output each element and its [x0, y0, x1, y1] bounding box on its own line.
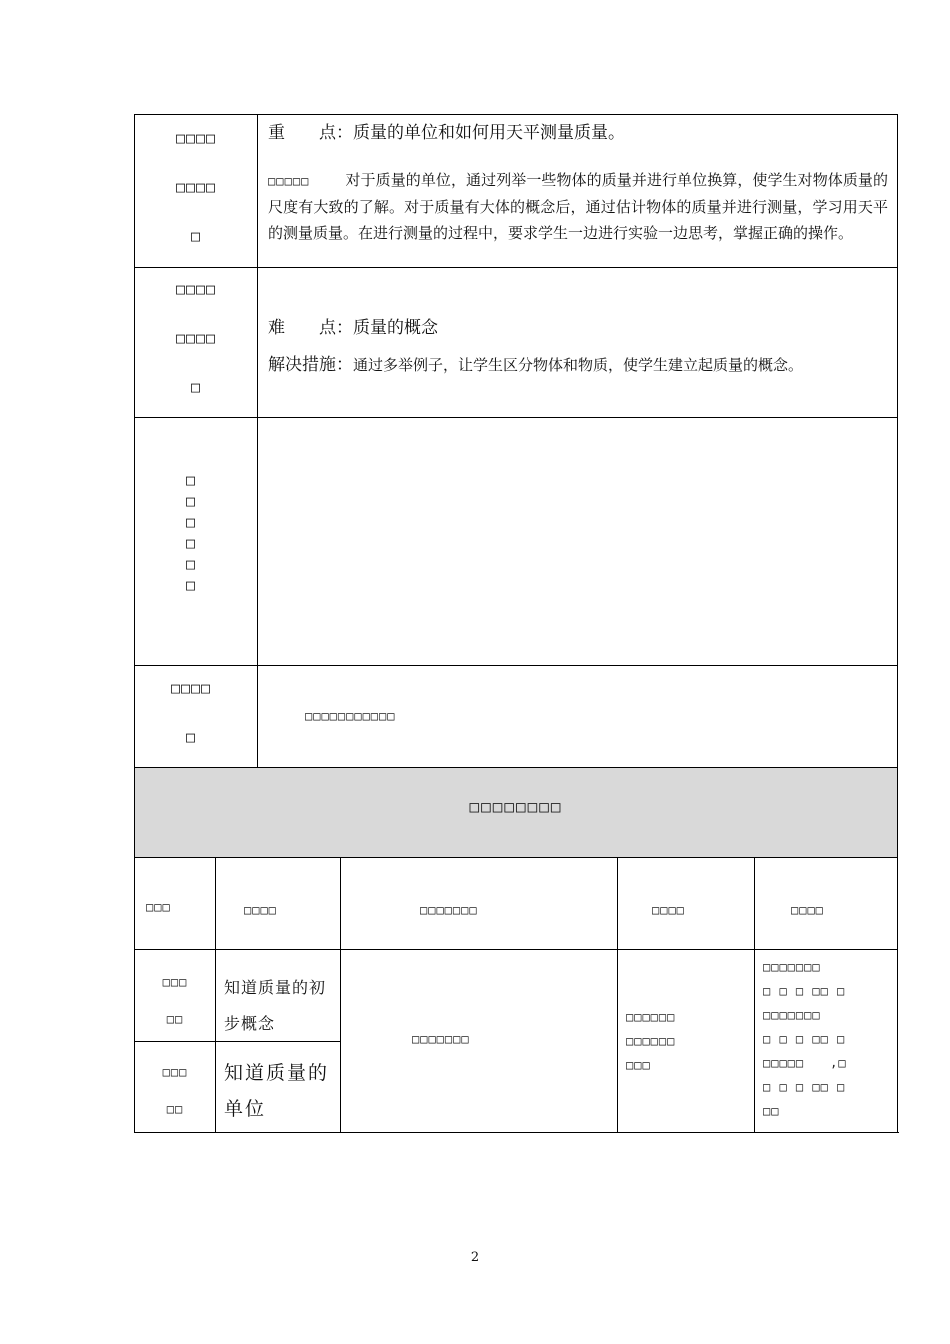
- bottom-table-border-bottom: [134, 1132, 899, 1133]
- row1-label-line: □□□□: [175, 129, 217, 147]
- solution-text: 对于质量的单位，通过列举一些物体的质量并进行单位换算，使学生对物体质量的尺度有大致的了解。对于质量有大体的概念后，通过估计物体的质量并进行测量，学习用天平的测量质量。在进行测量的过程中，要求学生一边进行实验一边思考，掌握正确的操作。: [268, 171, 888, 242]
- merged-col3: □□□□□□□: [412, 1032, 470, 1046]
- merged-col5-line: □□: [763, 1104, 780, 1118]
- top-table-row-divider-1: [134, 267, 898, 268]
- row2-label-line: □□□□: [175, 280, 217, 298]
- measure-line: [268, 350, 893, 375]
- row3-label: [135, 470, 247, 596]
- difficulty-text: 质量的概念: [353, 318, 438, 338]
- row1-label-line: □: [190, 227, 202, 245]
- row3-label-char: □: [185, 513, 197, 531]
- top-table-border-top: [134, 114, 898, 115]
- section-header-title: □□□□□□□□: [469, 797, 563, 816]
- difficulty-line: [268, 313, 888, 338]
- key-point-line: [268, 118, 888, 143]
- header-cell-1: □□□: [146, 900, 171, 914]
- row3-label-char: □: [185, 471, 197, 489]
- measure-text: 通过多举例子，让学生区分物体和物质，使学生建立起质量的概念。: [353, 356, 804, 374]
- bottom-table-border-right: [897, 857, 898, 1133]
- merged-col4-line: □□□: [626, 1058, 651, 1072]
- merged-col4-line: □□□□□□: [626, 1034, 676, 1048]
- solution-label: □□□□□: [268, 174, 310, 188]
- page-number: 2: [470, 1250, 480, 1265]
- row4-label-line: □□□□: [170, 679, 212, 697]
- header-cell-2: □□□□: [244, 903, 277, 917]
- bottom-table-border-top: [134, 857, 898, 858]
- row1-label: [135, 128, 257, 247]
- bottom-table-header-divider: [134, 949, 898, 950]
- merged-col5: [763, 955, 847, 1123]
- header-cell-5: □□□□: [791, 903, 824, 917]
- merged-col5-line: □ □ □ □□ □: [763, 984, 846, 998]
- key-point-label: 重 点：: [268, 123, 353, 143]
- row2-label-line: □□□□: [175, 329, 217, 347]
- merged-col4: [626, 1005, 675, 1077]
- row4-label: [135, 678, 247, 748]
- top-table-border-right: [897, 114, 898, 768]
- row3-label-char: □: [185, 534, 197, 552]
- bottom-table-col-divider-3: [617, 857, 618, 1133]
- merged-col5-line: □□□□□□□: [763, 960, 821, 974]
- row4-content: □□□□□□□□□□□: [305, 709, 396, 723]
- measure-label: 解决措施：: [268, 355, 353, 375]
- row2-col1: [135, 1062, 215, 1120]
- difficulty-label: 难 点：: [268, 318, 353, 338]
- top-table-row-divider-3: [134, 665, 898, 666]
- row1-col1: [135, 972, 215, 1030]
- solution-paragraph: [268, 167, 888, 246]
- merged-col4-line: □□□□□□: [626, 1010, 676, 1024]
- bottom-table-col-divider-4: [754, 857, 755, 1133]
- key-point-text: 质量的单位和如何用天平测量质量。: [353, 123, 625, 143]
- merged-col5-line: □ □ □ □□ □: [763, 1080, 846, 1094]
- row1-col2: 知道质量的初步概念: [224, 978, 327, 1033]
- merged-col5-line: □ □ □ □□ □: [763, 1032, 846, 1046]
- row3-label-char: □: [185, 576, 197, 594]
- merged-col5-line: □□□□□ ,□: [763, 1056, 847, 1070]
- row2-col2: 知道质量的单位: [224, 1062, 330, 1120]
- bottom-table-col-divider-2: [340, 857, 341, 1133]
- row2-label: [135, 279, 257, 398]
- row2-label-line: □: [190, 378, 202, 396]
- row2-col1-line: □□□: [162, 1065, 188, 1079]
- merged-col5-line: □□□□□□□: [763, 1008, 821, 1022]
- row2-col1-line: □□: [166, 1102, 184, 1116]
- top-table-col-divider: [257, 114, 258, 768]
- header-cell-3: □□□□□□□: [420, 903, 478, 917]
- row1-col1-line: □□□: [162, 975, 188, 989]
- row1-col1-line: □□: [166, 1012, 184, 1026]
- bottom-table-col-divider-1: [215, 857, 216, 1133]
- row3-label-char: □: [185, 492, 197, 510]
- header-cell-4: □□□□: [652, 903, 685, 917]
- top-table-row-divider-2: [134, 417, 898, 418]
- row3-label-char: □: [185, 555, 197, 573]
- row1-label-line: □□□□: [175, 178, 217, 196]
- row4-label-line: □: [185, 728, 197, 746]
